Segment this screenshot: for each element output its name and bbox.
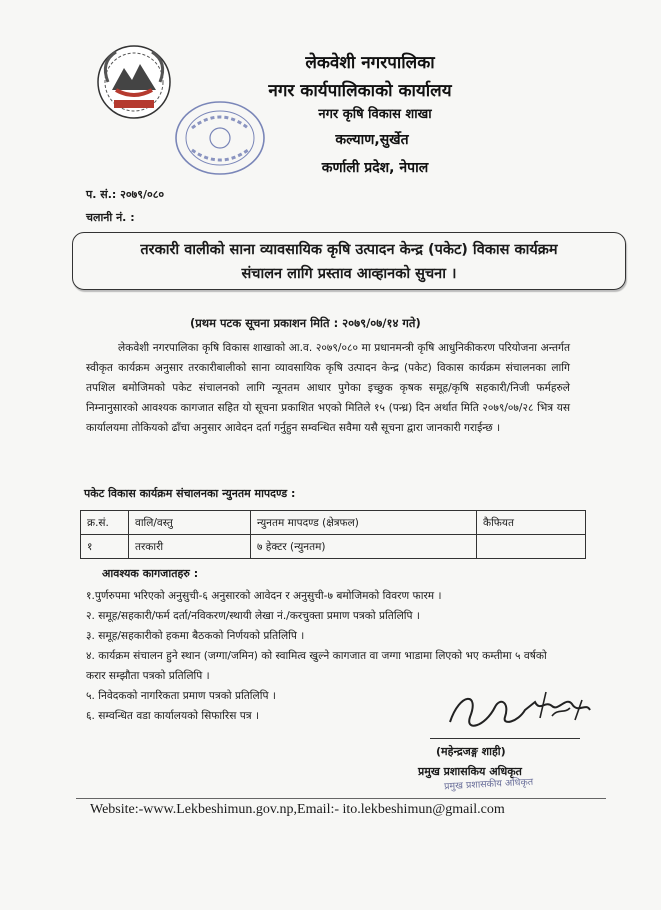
list-item: १.पुर्णरुपमा भरिएको अनुसुची-६ अनुसारको आवेदन र अनुसुची-७ बमोजिमको विवरण फारम । [86,590,442,602]
list-item: ३. समूह/सहकारीको हकमा बैठकको निर्णयको प्रतिलिपि । [86,630,305,642]
notice-body: लेकवेशी नगरपालिका कृषि विकास शाखाको आ.व. २०७९/०८० मा प्रधानमन्त्री कृषि आधुनिकीकरण परियोजना अन्तर्गत स्वीकृत कार्यक्रम अनुसार तरकारीबालीको साना व्यावसायिक कृषि उत्पादन केन्द्र (पकेट) विकास कार्यक्रम संचालनका लागि तपशिल बमोजिमको पकेट संचालनको लागि न्यूनतम आधार पुगेका इच्छुक कृषक समूह/कृषि सहकारी/निजी फर्महरुले निम्नानुसारको आवश्यक कागजात सहित यो सूचना प्रकाशित भएको मितिले १५ (पन्ध्र) दिन अर्थात मिति २०७९/०७/२८ भित्र यस कार्यालयमा तोकियको ढाँचा अनुसार आवेदन दर्ता गर्नुहुन सम्वन्धित सवैमा यसै सूचना द्वारा जानकारी गराईन्छ । [86,342,570,434]
list-item: २. समूह/सहकारी/फर्म दर्ता/नविकरण/स्थायी लेखा नं./करचुक्ता प्रमाण पत्रको प्रतिलिपि । [86,610,420,622]
col-crop: वालि/वस्तु [129,511,251,535]
handwritten-signature [440,682,600,742]
dispatch-number: चलानी नं. : [86,211,135,224]
notice-title-line1: तरकारी वालीको साना व्यावसायिक कृषि उत्पादन केन्द्र (पकेट) विकास कार्यक्रम [140,242,558,258]
list-item: ५. निवेदकको नागरिकता प्रमाण पत्रको प्रतिलिपि । [86,690,276,702]
documents-heading: आवश्यक कागजातहरु : [102,567,199,580]
branch-name: नगर कृषि विकास शाखा [318,107,432,122]
signatory-name: (महेन्द्रजङ्ग शाही) [436,745,506,758]
cell-min-criteria: ७ हेक्टर (न्युनतम) [251,535,477,559]
col-serial: क्र.सं. [81,511,129,535]
cell-crop: तरकारी [129,535,251,559]
notice-title-box [72,232,626,290]
table-row [81,535,586,559]
signatory-title: प्रमुख प्रशासकिय अधिकृत [418,765,522,778]
notice-title-line2: संचालन लागि प्रस्ताव आव्हानको सुचना । [241,266,457,282]
criteria-table [80,510,586,559]
signature-line [430,738,580,739]
criteria-heading: पकेट विकास कार्यक्रम संचालनका न्युनतम मापदण्ड : [84,487,296,500]
designation-stamp: प्रमुख प्रशासकीय अधिकृत [443,776,534,793]
letter-number: प. सं.: २०७९/०८० [86,188,165,201]
list-item: ६. सम्वन्धित वडा कार्यालयको सिफारिस पत्र । [86,710,260,722]
cell-remarks [477,535,586,559]
footer-contact: Website:-www.Lekbeshimun.gov.np,Email:- ito.lekbeshimun@gmail.com [90,802,505,817]
col-min-criteria: न्युनतम मापदण्ड (क्षेत्रफल) [251,511,477,535]
footer-divider [76,798,606,799]
province-name: कर्णाली प्रदेश, नेपाल [321,160,429,176]
cell-serial: १ [81,535,129,559]
publish-date-line: (प्रथम पटक सूचना प्रकाशन मिति : २०७९/०७/१४ गते) [190,316,421,330]
municipality-name: लेकवेशी नगरपालिका [305,53,435,73]
table-header-row [81,511,586,535]
col-remarks: कैफियत [477,511,586,535]
list-item: ४. कार्यक्रम संचालन हुने स्थान (जग्गा/जमिन) को स्वामित्व खुल्ने कागजात वा जग्गा भाडामा लिएको भए कम्तीमा ५ वर्षको करार सम्झौता पत्रको प्रतिलिपि । [86,650,547,682]
office-name: नगर कार्यपालिकाको कार्यालय [268,81,452,101]
office-location: कल्याण,सुर्खेत [335,132,409,148]
nepal-emblem-icon [94,42,174,122]
